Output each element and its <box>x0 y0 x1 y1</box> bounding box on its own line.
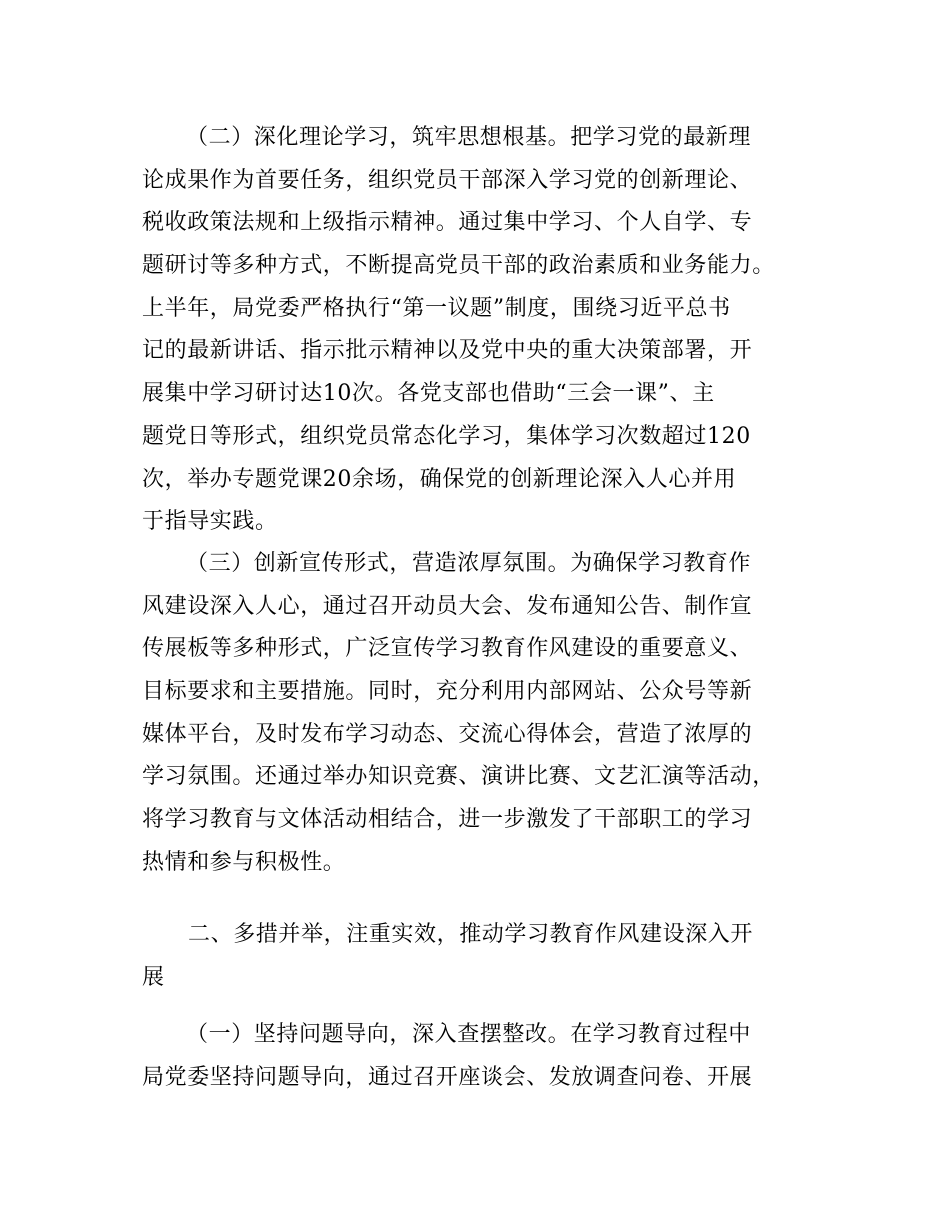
heading-line: 展 <box>142 964 165 990</box>
text-line: 学习氛围。还通过举办知识竞赛、演讲比赛、文艺汇演等活动， <box>142 764 775 790</box>
section-heading <box>142 914 822 999</box>
text-line: （三）创新宣传形式，营造浓厚氛围。为确保学习教育作 <box>186 551 752 576</box>
text-line: 局党委坚持问题导向，通过召开座谈会、发放调查问卷、开展 <box>142 1064 753 1090</box>
text-line: 税收政策法规和上级指示精神。通过集中学习、个人自学、专 <box>142 210 753 236</box>
paragraph-problem-oriented <box>142 1014 822 1099</box>
text-line: 传展板等多种形式，广泛宣传学习教育作风建设的重要意义、 <box>142 636 753 662</box>
text-line: 题研讨等多种方式，不断提高党员干部的政治素质和业务能力。 <box>142 253 775 279</box>
text-line: 论成果作为首要任务，组织党员干部深入学习党的创新理论、 <box>142 167 753 193</box>
text-line: 记的最新讲话、指示批示精神以及党中央的重大决策部署，开 <box>142 338 753 364</box>
text-line: 热情和参与积极性。 <box>142 849 346 875</box>
text-line: 将学习教育与文体活动相结合，进一步激发了干部职工的学习 <box>142 807 753 833</box>
text-line: 媒体平台，及时发布学习动态、交流心得体会，营造了浓厚的 <box>142 721 753 747</box>
text-line: 题党日等形式，组织党员常态化学习，集体学习次数超过120 <box>142 423 751 449</box>
text-line: （二）深化理论学习，筑牢思想根基。把学习党的最新理 <box>186 125 752 150</box>
text-line: 于指导实践。 <box>142 509 278 535</box>
text-line: 目标要求和主要措施。同时，充分利用内部网站、公众号等新 <box>142 679 753 705</box>
heading-line: 二、多措并举，注重实效，推动学习教育作风建设深入开 <box>188 922 754 947</box>
text-line: （一）坚持问题导向，深入查摆整改。在学习教育过程中 <box>186 1022 752 1047</box>
paragraph-theory-study <box>142 117 822 544</box>
text-line: 次，举办专题党课20余场，确保党的创新理论深入人心并用 <box>142 466 737 492</box>
text-line: 风建设深入人心，通过召开动员大会、发布通知公告、制作宣 <box>142 593 753 619</box>
text-line: 上半年，局党委严格执行“第一议题”制度，围绕习近平总书 <box>142 295 731 321</box>
text-line: 展集中学习研讨达10次。各党支部也借助“三会一课”、主 <box>142 381 715 407</box>
paragraph-publicity <box>142 543 822 885</box>
